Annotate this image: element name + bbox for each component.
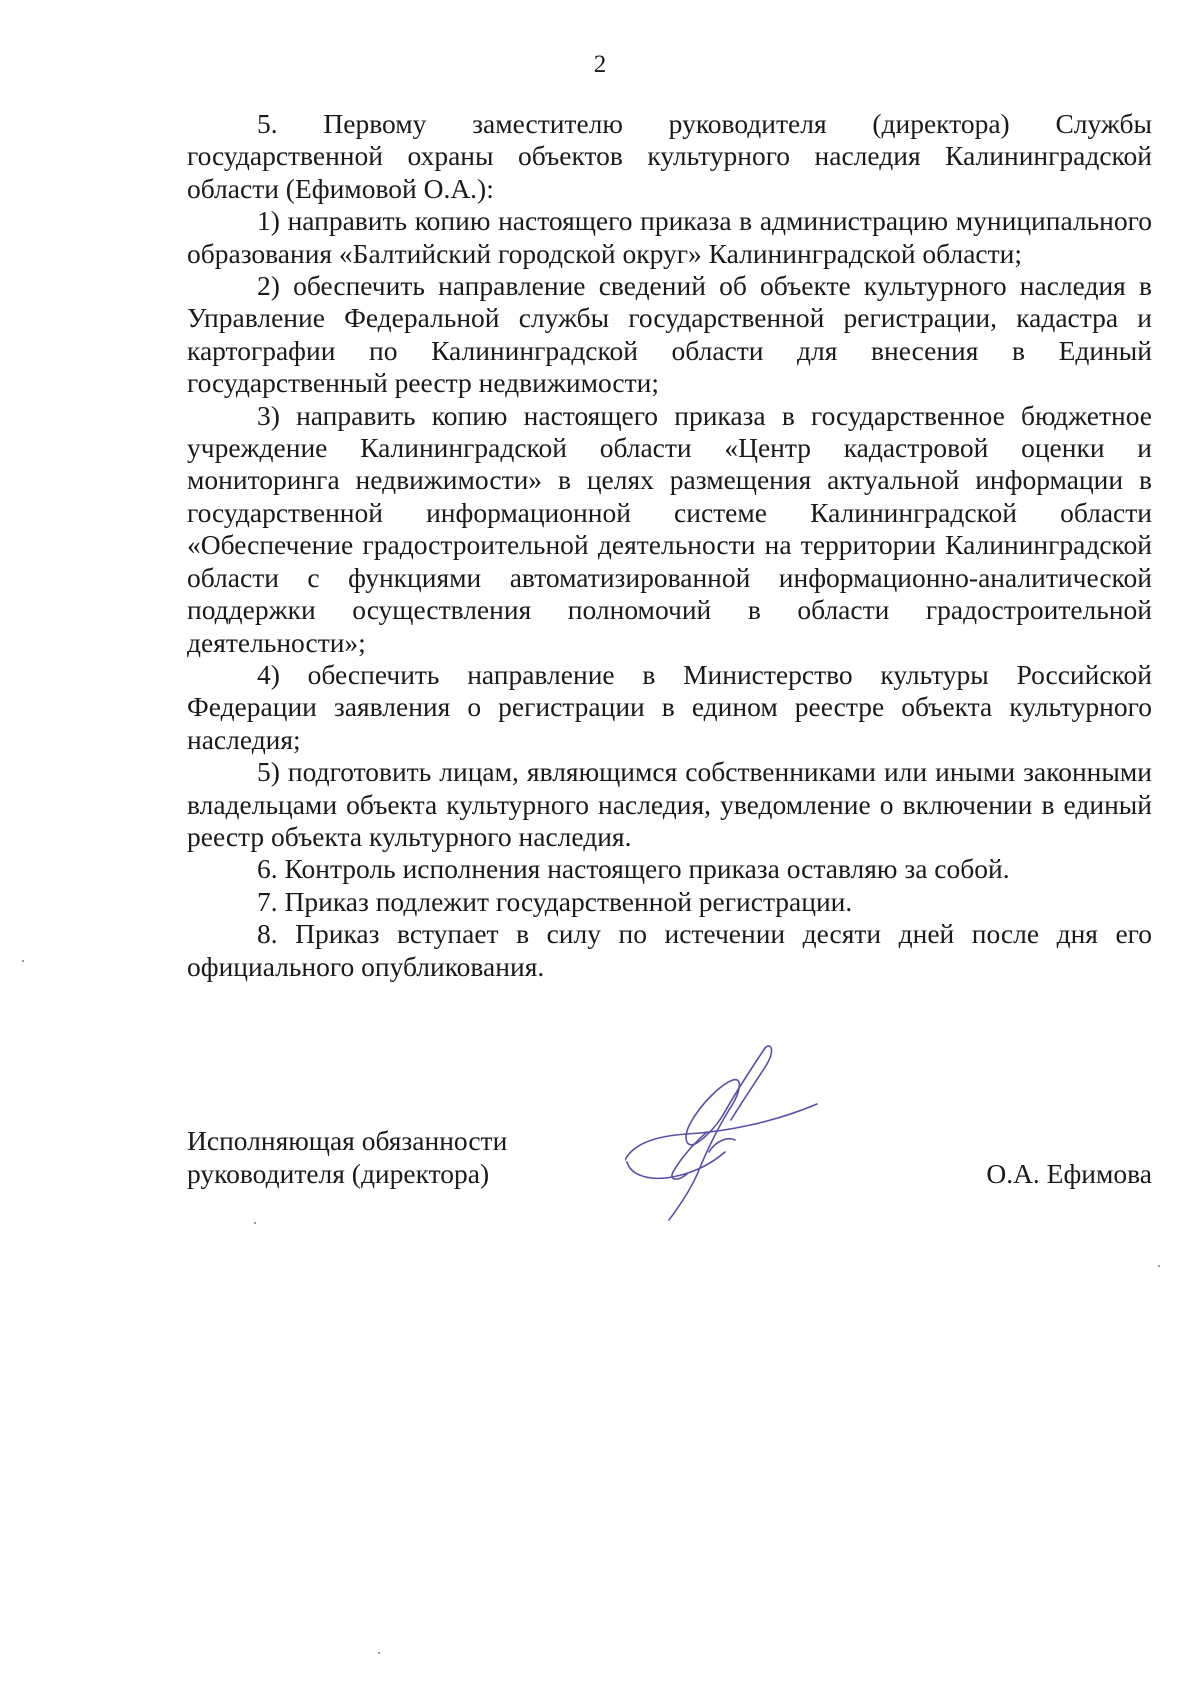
- signer-name: О.А. Ефимова: [986, 1158, 1152, 1189]
- subitem-1: 1) направить копию настоящего приказа в администрацию муниципального образования «Балтийский городской округ» Калининградской области;: [187, 205, 1152, 269]
- paragraph-item-8: 8. Приказ вступает в силу по истечении десяти дней после дня его официального опубликования.: [187, 918, 1152, 982]
- subitem-3: 3) направить копию настоящего приказа в государственное бюджетное учреждение Калининградской области «Центр кадастровой оценки и мониторинга недвижимости» в целях размещения актуальной информации в государственной информационной системе Калининградской области «Обеспечение градостроительной деятельности на территории Калининградской области с функциями автоматизированной информационно-аналитической поддержки осуществления полномочий в области градостроительной деятельности»;: [187, 399, 1152, 658]
- signer-title: [187, 1124, 507, 1190]
- subitem-2: 2) обеспечить направление сведений об объекте культурного наследия в Управление Федеральной службы государственной регистрации, кадастра и картографии по Калининградской области для внесения в Единый государственный реестр недвижимости;: [187, 270, 1152, 399]
- document-body: [187, 108, 1152, 983]
- signer-title-line2: руководителя (директора): [187, 1158, 490, 1189]
- scan-speck: [1158, 1265, 1160, 1267]
- scan-speck: [254, 1222, 256, 1224]
- scan-speck: [22, 960, 24, 962]
- subitem-4: 4) обеспечить направление в Министерство культуры Российской Федерации заявления о регистрации в едином реестре объекта культурного наследия;: [187, 658, 1152, 755]
- page-number: 2: [593, 51, 607, 78]
- paragraph-item-5: 5. Первому заместителю руководителя (директора) Службы государственной охраны объектов культурного наследия Калининградской области (Ефимовой О.А.):: [187, 108, 1152, 204]
- paragraph-item-6: 6. Контроль исполнения настоящего приказа оставляю за собой.: [257, 853, 1010, 885]
- handwritten-signature: [625, 1040, 825, 1230]
- signer-title-line1: Исполняющая обязанности: [187, 1125, 508, 1156]
- paragraph-item-7: 7. Приказ подлежит государственной регистрации.: [257, 885, 853, 917]
- scan-speck: [378, 1652, 380, 1654]
- subitem-5: 5) подготовить лицам, являющимся собственниками или иными законными владельцами объекта культурного наследия, уведомление о включении в единый реестр объекта культурного наследия.: [187, 756, 1152, 852]
